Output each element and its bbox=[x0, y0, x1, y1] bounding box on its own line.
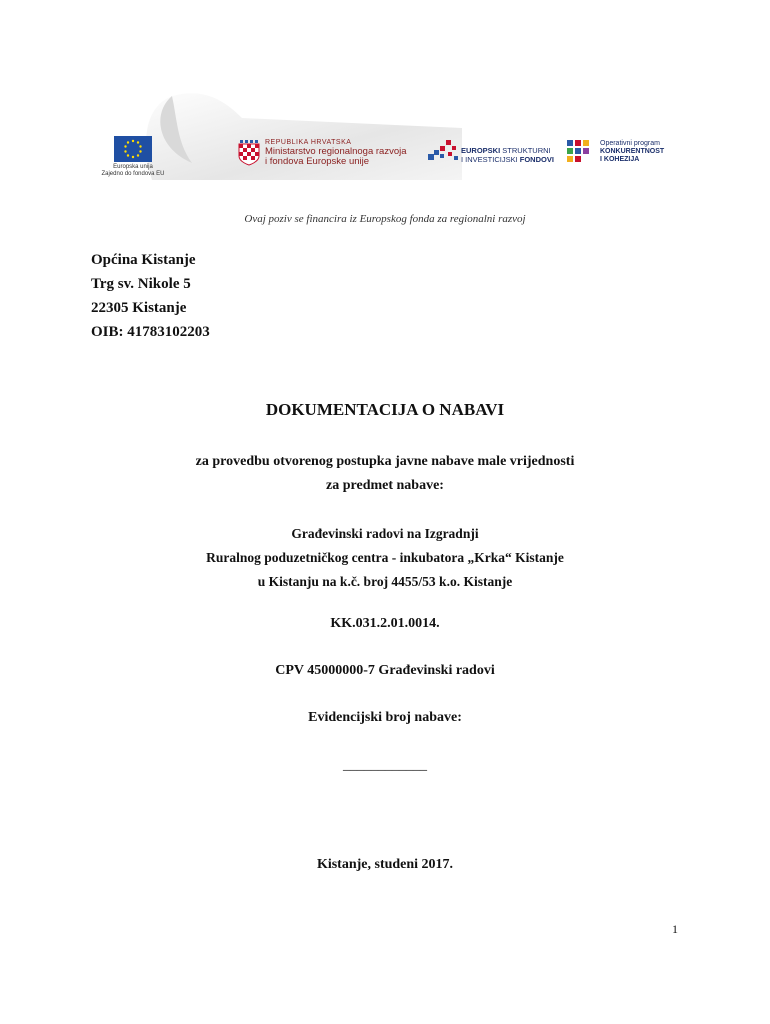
authority-city: 22305 Kistanje bbox=[91, 300, 187, 316]
contracting-authority-address bbox=[91, 248, 210, 344]
opk-program-icon bbox=[567, 140, 597, 166]
eu-flag-icon bbox=[114, 136, 152, 162]
procurement-subject: Građevinski radovi na Izgradnji Ruralnog poduzetničkog centra - inkubatora „Krka“ Kistanje u Kistanju na k.č. broj 4455/53 k.o. Kistanje bbox=[206, 526, 564, 589]
opk-logo-text: Operativni program KONKURENTNOST I KOHEZIJA bbox=[600, 140, 665, 164]
page-number: 1 bbox=[672, 922, 678, 936]
reference-code: KK.031.2.01.0014. bbox=[330, 616, 440, 631]
evidence-number-label: Evidencijski broj nabave: bbox=[308, 710, 462, 725]
croatia-coat-of-arms-icon bbox=[238, 140, 260, 166]
cpv-code: CPV 45000000-7 Građevinski radovi bbox=[275, 663, 495, 678]
document-title: DOKUMENTACIJA O NABAVI bbox=[265, 400, 505, 419]
place-and-date: Kistanje, studeni 2017. bbox=[316, 857, 454, 872]
esif-squares-icon bbox=[426, 140, 464, 166]
authority-street: Trg sv. Nikole 5 bbox=[91, 276, 191, 292]
eu-caption: Europska unija Zajedno do fondova EU bbox=[101, 164, 165, 177]
authority-oib: OIB: 41783102203 bbox=[91, 324, 210, 340]
funding-note: Ovaj poziv se financira iz Europskog fonda za regionalni razvoj bbox=[244, 213, 526, 225]
authority-name: Općina Kistanje bbox=[91, 252, 196, 268]
ministry-logo-text: REPUBLIKA HRVATSKA Ministarstvo regionalnoga razvoja i fondova Europske unije bbox=[265, 139, 407, 167]
evidence-number-blank: ____________ bbox=[343, 758, 427, 773]
header-banner bbox=[88, 82, 688, 192]
document-subtitle: za provedbu otvorenog postupka javne nabave male vrijednosti za predmet nabave: bbox=[195, 454, 575, 493]
esif-logo-text: EUROPSKI STRUKTURNI I INVESTICIJSKI FONDOVI bbox=[461, 146, 554, 164]
